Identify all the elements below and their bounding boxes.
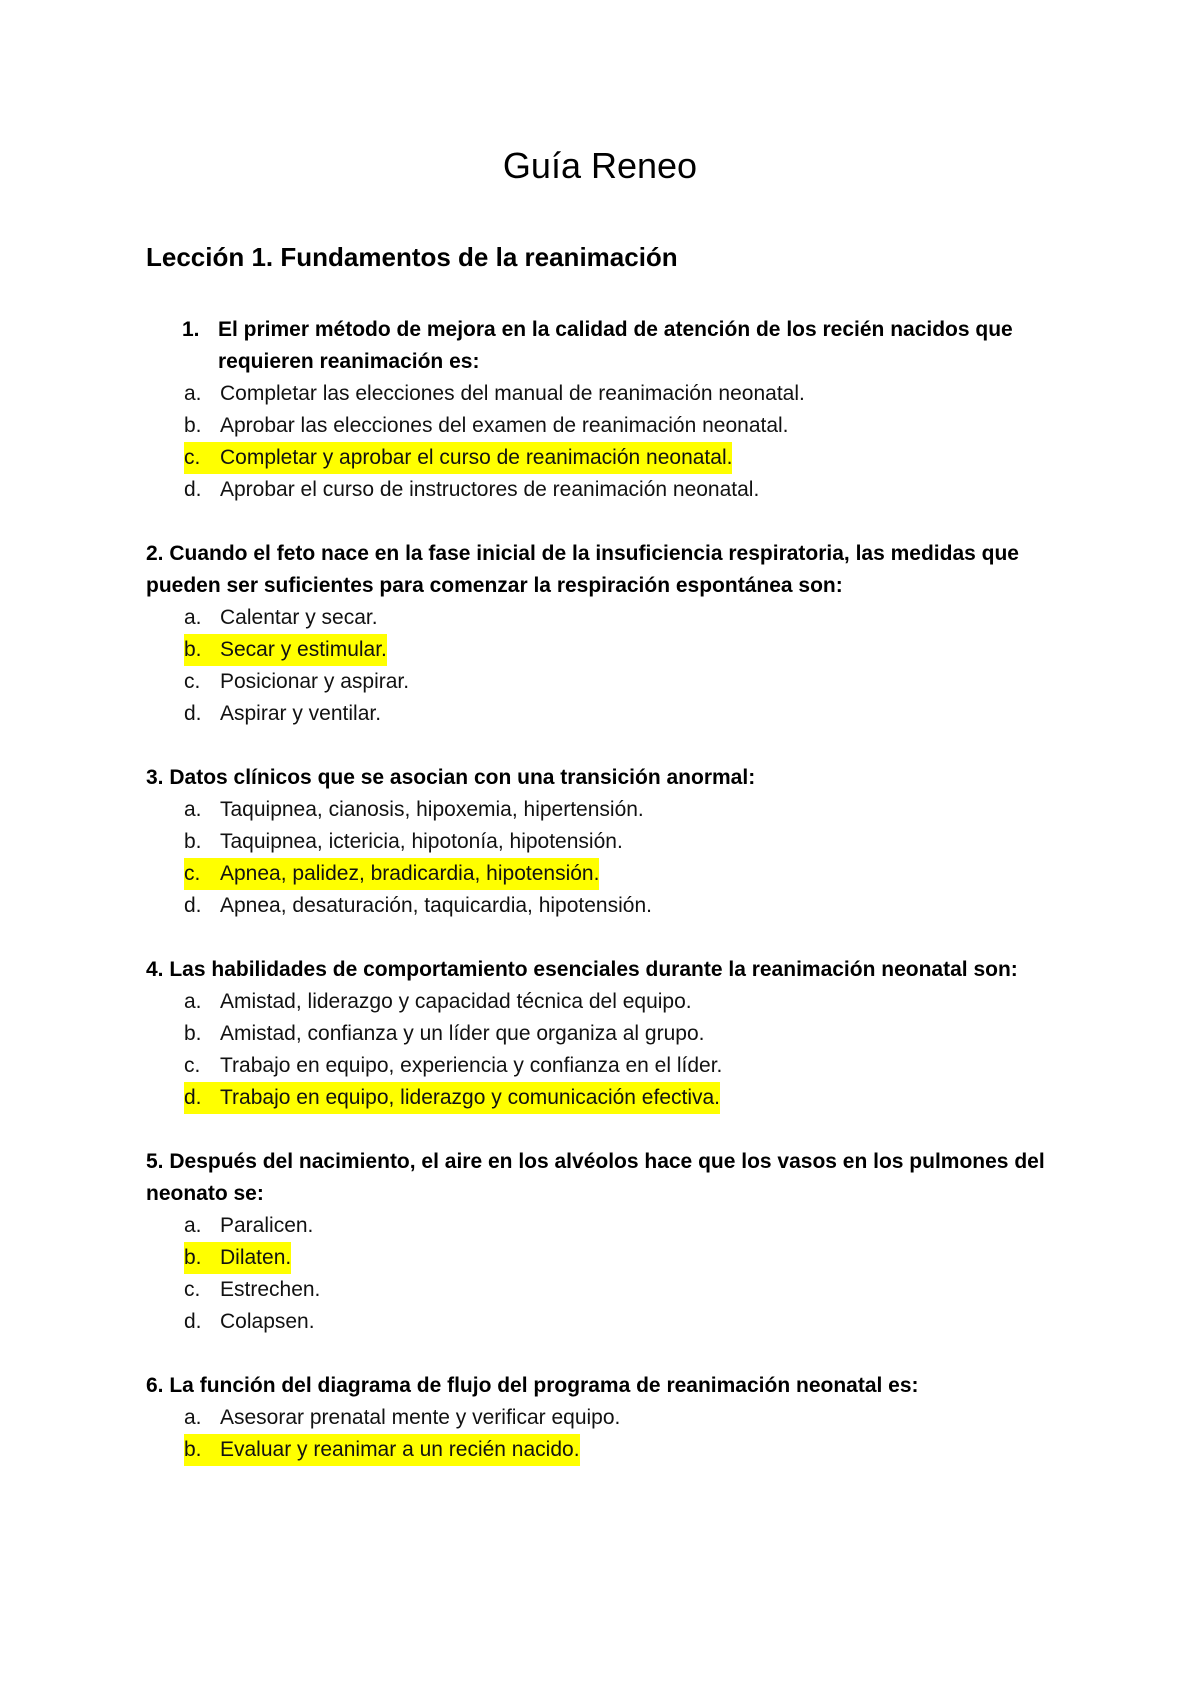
- option-text: Amistad, confianza y un líder que organiza al grupo.: [220, 1022, 705, 1045]
- question-number: 3.: [146, 766, 164, 789]
- option-letter: a.: [184, 1406, 202, 1429]
- answer-option-correct: [146, 442, 1066, 474]
- answer-option: [146, 474, 1066, 506]
- answer-option: [146, 1402, 1066, 1434]
- question-number: 1.: [182, 318, 200, 341]
- option-text: Trabajo en equipo, experiencia y confianza en el líder.: [220, 1054, 723, 1077]
- answer-option-correct: [146, 858, 1066, 890]
- question-number: 4.: [146, 958, 164, 981]
- answer-option: [146, 826, 1066, 858]
- answer-option: [146, 698, 1066, 730]
- option-letter: a.: [184, 798, 202, 821]
- option-text: Calentar y secar.: [220, 606, 378, 629]
- option-letter: d.: [184, 478, 202, 501]
- option-text: Completar las elecciones del manual de reanimación neonatal.: [220, 382, 805, 405]
- option-text: Colapsen.: [220, 1310, 315, 1333]
- question-number: 6.: [146, 1374, 164, 1397]
- lesson-heading: Lección 1. Fundamentos de la reanimación: [146, 242, 678, 272]
- question-number: 2.: [146, 542, 164, 565]
- answer-option: [146, 1306, 1066, 1338]
- option-letter: c.: [184, 1278, 201, 1301]
- answer-options: [146, 378, 1066, 506]
- answer-option: [146, 666, 1066, 698]
- question-block: [146, 538, 1066, 730]
- option-letter: a.: [184, 382, 202, 405]
- option-letter: a.: [184, 990, 202, 1013]
- option-text: Paralicen.: [220, 1214, 314, 1237]
- question-block: [146, 954, 1066, 1114]
- answer-options: [146, 602, 1066, 730]
- answer-option: [146, 794, 1066, 826]
- option-text: Posicionar y aspirar.: [220, 670, 410, 693]
- question-block: [146, 314, 1066, 506]
- option-letter: b.: [184, 1242, 220, 1274]
- answer-option-correct: [146, 1434, 1066, 1466]
- option-letter: b.: [184, 414, 202, 437]
- option-letter: d.: [184, 894, 202, 917]
- option-text: Secar y estimular.: [220, 634, 387, 666]
- answer-option: [146, 1050, 1066, 1082]
- question-text: [146, 538, 1066, 602]
- option-text: Trabajo en equipo, liderazgo y comunicación efectiva.: [220, 1082, 720, 1114]
- option-letter: c.: [184, 1054, 201, 1077]
- question-stem: La función del diagrama de flujo del programa de reanimación neonatal es:: [169, 1374, 919, 1397]
- option-text: Aprobar las elecciones del examen de reanimación neonatal.: [220, 414, 789, 437]
- question-text: [146, 1146, 1066, 1210]
- question-text: [146, 954, 1066, 986]
- option-text: Apnea, palidez, bradicardia, hipotensión.: [220, 858, 599, 890]
- option-text: Aspirar y ventilar.: [220, 702, 382, 725]
- option-letter: c.: [184, 442, 220, 474]
- answer-options: [146, 1402, 1066, 1466]
- answer-options: [146, 986, 1066, 1114]
- option-letter: d.: [184, 702, 202, 725]
- question-text: [146, 314, 1066, 378]
- answer-option: [146, 410, 1066, 442]
- question-stem: Después del nacimiento, el aire en los alvéolos hace que los vasos en los pulmones del neonato se:: [146, 1150, 1045, 1205]
- question-block: [146, 1370, 1066, 1466]
- document-title: Guía Reneo: [502, 145, 698, 186]
- option-text: Taquipnea, ictericia, hipotonía, hipotensión.: [220, 830, 623, 853]
- answer-option-correct: [146, 1082, 1066, 1114]
- option-letter: b.: [184, 1022, 202, 1045]
- question-stem: Cuando el feto nace en la fase inicial de la insuficiencia respiratoria, las medidas que pueden ser suficientes para comenzar la respiración espontánea son:: [146, 542, 1019, 597]
- option-text: Apnea, desaturación, taquicardia, hipotensión.: [220, 894, 652, 917]
- question-block: [146, 762, 1066, 922]
- answer-options: [146, 1210, 1066, 1338]
- question-text: [146, 1370, 1066, 1402]
- answer-option-correct: [146, 634, 1066, 666]
- answer-option: [146, 890, 1066, 922]
- question-block: [146, 1146, 1066, 1338]
- question-number: 5.: [146, 1150, 164, 1173]
- option-text: Amistad, liderazgo y capacidad técnica del equipo.: [220, 990, 692, 1013]
- answer-option: [146, 1018, 1066, 1050]
- question-stem: Las habilidades de comportamiento esenciales durante la reanimación neonatal son:: [169, 958, 1018, 981]
- option-letter: b.: [184, 830, 202, 853]
- option-letter: c.: [184, 858, 220, 890]
- option-text: Aprobar el curso de instructores de reanimación neonatal.: [220, 478, 760, 501]
- question-stem: El primer método de mejora en la calidad de atención de los recién nacidos que requieren reanimación es:: [218, 318, 1013, 373]
- option-letter: b.: [184, 1434, 220, 1466]
- option-text: Estrechen.: [220, 1278, 321, 1301]
- answer-option: [146, 1210, 1066, 1242]
- answer-options: [146, 794, 1066, 922]
- option-text: Evaluar y reanimar a un recién nacido.: [220, 1434, 580, 1466]
- option-letter: a.: [184, 1214, 202, 1237]
- option-letter: c.: [184, 670, 201, 693]
- option-letter: d.: [184, 1310, 202, 1333]
- question-text: [146, 762, 1066, 794]
- answer-option-correct: [146, 1242, 1066, 1274]
- option-text: Dilaten.: [220, 1242, 291, 1274]
- answer-option: [146, 378, 1066, 410]
- option-text: Asesorar prenatal mente y verificar equipo.: [220, 1406, 621, 1429]
- option-text: Completar y aprobar el curso de reanimación neonatal.: [220, 442, 732, 474]
- option-text: Taquipnea, cianosis, hipoxemia, hipertensión.: [220, 798, 644, 821]
- answer-option: [146, 1274, 1066, 1306]
- answer-option: [146, 602, 1066, 634]
- question-stem: Datos clínicos que se asocian con una transición anormal:: [169, 766, 756, 789]
- answer-option: [146, 986, 1066, 1018]
- option-letter: d.: [184, 1082, 220, 1114]
- option-letter: a.: [184, 606, 202, 629]
- question-list: [146, 314, 1066, 1498]
- option-letter: b.: [184, 634, 220, 666]
